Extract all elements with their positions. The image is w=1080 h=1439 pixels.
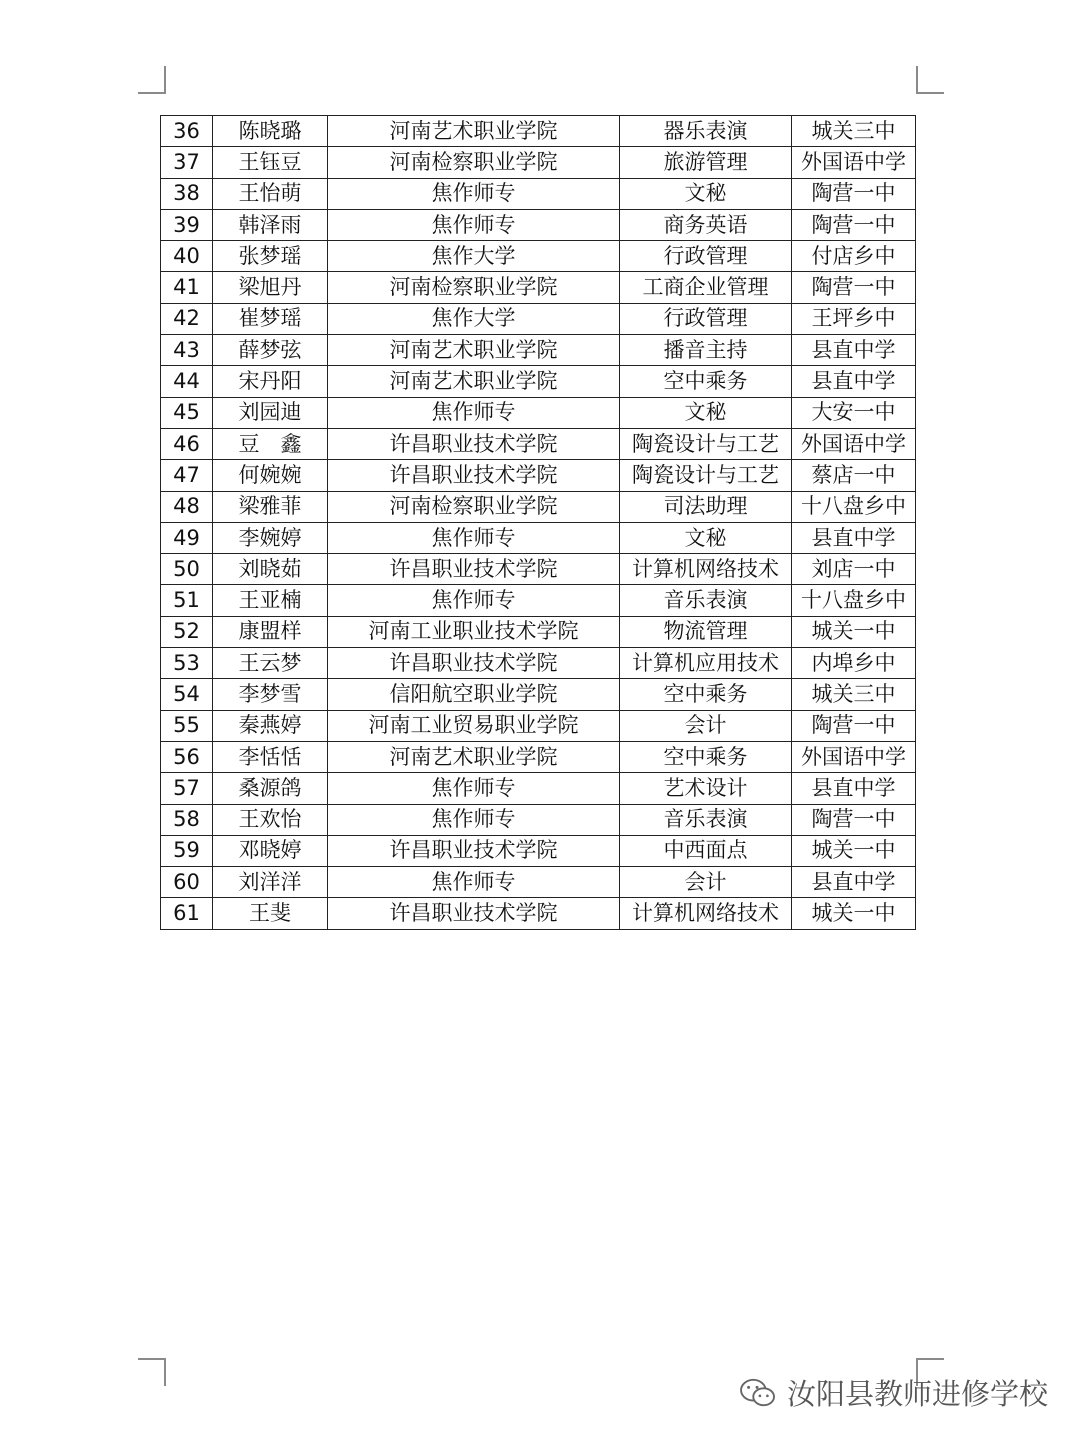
table-row bbox=[161, 835, 916, 866]
college-name-cell: 焦作师专 bbox=[328, 209, 620, 240]
major-name-cell: 会计 bbox=[620, 867, 792, 898]
school-name-cell: 外国语中学 bbox=[792, 428, 916, 459]
school-name-cell: 城关三中 bbox=[792, 679, 916, 710]
school-name-cell: 县直中学 bbox=[792, 867, 916, 898]
college-name-cell: 河南工业职业技术学院 bbox=[328, 616, 620, 647]
major-name-cell: 行政管理 bbox=[620, 303, 792, 334]
row-number-cell: 55 bbox=[161, 710, 213, 741]
major-name-cell: 播音主持 bbox=[620, 335, 792, 366]
school-name-cell: 外国语中学 bbox=[792, 147, 916, 178]
major-name-cell: 空中乘务 bbox=[620, 741, 792, 772]
school-name-cell: 城关一中 bbox=[792, 898, 916, 929]
college-name-cell: 河南艺术职业学院 bbox=[328, 366, 620, 397]
row-number-cell: 54 bbox=[161, 679, 213, 710]
major-name-cell: 工商企业管理 bbox=[620, 272, 792, 303]
student-name-cell: 秦燕婷 bbox=[213, 710, 328, 741]
college-name-cell: 河南艺术职业学院 bbox=[328, 335, 620, 366]
school-name-cell: 城关三中 bbox=[792, 116, 916, 147]
row-number-cell: 41 bbox=[161, 272, 213, 303]
student-name-cell: 王钰豆 bbox=[213, 147, 328, 178]
major-name-cell: 行政管理 bbox=[620, 241, 792, 272]
student-name-cell: 康盟样 bbox=[213, 616, 328, 647]
student-name-cell: 李梦雪 bbox=[213, 679, 328, 710]
student-name-cell: 宋丹阳 bbox=[213, 366, 328, 397]
student-name-cell: 陈晓璐 bbox=[213, 116, 328, 147]
table-row bbox=[161, 241, 916, 272]
table-row bbox=[161, 335, 916, 366]
student-name-cell: 李恬恬 bbox=[213, 741, 328, 772]
table-row bbox=[161, 428, 916, 459]
student-name-cell: 韩泽雨 bbox=[213, 209, 328, 240]
school-name-cell: 城关一中 bbox=[792, 835, 916, 866]
table-row bbox=[161, 178, 916, 209]
college-name-cell: 焦作大学 bbox=[328, 241, 620, 272]
major-name-cell: 旅游管理 bbox=[620, 147, 792, 178]
table-row bbox=[161, 366, 916, 397]
row-number-cell: 46 bbox=[161, 428, 213, 459]
major-name-cell: 陶瓷设计与工艺 bbox=[620, 428, 792, 459]
student-name-cell: 刘晓茹 bbox=[213, 554, 328, 585]
student-name-cell: 邓晓婷 bbox=[213, 835, 328, 866]
school-name-cell: 王坪乡中 bbox=[792, 303, 916, 334]
school-name-cell: 蔡店一中 bbox=[792, 460, 916, 491]
table-row bbox=[161, 522, 916, 553]
watermark-text: 汝阳县教师进修学校 bbox=[786, 1377, 1048, 1411]
college-name-cell: 河南艺术职业学院 bbox=[328, 116, 620, 147]
college-name-cell: 许昌职业技术学院 bbox=[328, 554, 620, 585]
college-name-cell: 焦作师专 bbox=[328, 867, 620, 898]
student-name-cell: 王怡萌 bbox=[213, 178, 328, 209]
major-name-cell: 计算机应用技术 bbox=[620, 648, 792, 679]
school-name-cell: 外国语中学 bbox=[792, 741, 916, 772]
school-name-cell: 内埠乡中 bbox=[792, 648, 916, 679]
major-name-cell: 文秘 bbox=[620, 522, 792, 553]
college-name-cell: 许昌职业技术学院 bbox=[328, 835, 620, 866]
major-name-cell: 会计 bbox=[620, 710, 792, 741]
table-row bbox=[161, 804, 916, 835]
major-name-cell: 艺术设计 bbox=[620, 773, 792, 804]
student-name-cell: 薛梦弦 bbox=[213, 335, 328, 366]
school-name-cell: 陶营一中 bbox=[792, 710, 916, 741]
student-name-cell: 桑源鸽 bbox=[213, 773, 328, 804]
table-row bbox=[161, 491, 916, 522]
college-name-cell: 河南检察职业学院 bbox=[328, 272, 620, 303]
row-number-cell: 40 bbox=[161, 241, 213, 272]
row-number-cell: 38 bbox=[161, 178, 213, 209]
college-name-cell: 河南工业贸易职业学院 bbox=[328, 710, 620, 741]
major-name-cell: 空中乘务 bbox=[620, 679, 792, 710]
row-number-cell: 45 bbox=[161, 397, 213, 428]
college-name-cell: 许昌职业技术学院 bbox=[328, 428, 620, 459]
student-name-cell: 王云梦 bbox=[213, 648, 328, 679]
student-roster-table bbox=[160, 115, 916, 930]
table-row bbox=[161, 741, 916, 772]
school-name-cell: 十八盘乡中 bbox=[792, 585, 916, 616]
row-number-cell: 57 bbox=[161, 773, 213, 804]
student-name-cell: 王亚楠 bbox=[213, 585, 328, 616]
major-name-cell: 计算机网络技术 bbox=[620, 554, 792, 585]
table-row bbox=[161, 460, 916, 491]
table-row bbox=[161, 679, 916, 710]
major-name-cell: 商务英语 bbox=[620, 209, 792, 240]
row-number-cell: 43 bbox=[161, 335, 213, 366]
college-name-cell: 焦作大学 bbox=[328, 303, 620, 334]
college-name-cell: 焦作师专 bbox=[328, 585, 620, 616]
row-number-cell: 58 bbox=[161, 804, 213, 835]
student-name-cell: 梁雅菲 bbox=[213, 491, 328, 522]
student-name-cell: 崔梦瑶 bbox=[213, 303, 328, 334]
table-row bbox=[161, 648, 916, 679]
table-row bbox=[161, 554, 916, 585]
row-number-cell: 44 bbox=[161, 366, 213, 397]
table-row bbox=[161, 867, 916, 898]
student-name-cell: 张梦瑶 bbox=[213, 241, 328, 272]
row-number-cell: 59 bbox=[161, 835, 213, 866]
table-row bbox=[161, 147, 916, 178]
student-name-cell: 豆 鑫 bbox=[213, 428, 328, 459]
school-name-cell: 陶营一中 bbox=[792, 804, 916, 835]
school-name-cell: 刘店一中 bbox=[792, 554, 916, 585]
row-number-cell: 37 bbox=[161, 147, 213, 178]
school-name-cell: 陶营一中 bbox=[792, 272, 916, 303]
college-name-cell: 许昌职业技术学院 bbox=[328, 460, 620, 491]
major-name-cell: 文秘 bbox=[620, 178, 792, 209]
college-name-cell: 焦作师专 bbox=[328, 773, 620, 804]
row-number-cell: 50 bbox=[161, 554, 213, 585]
table-row bbox=[161, 773, 916, 804]
page-corner-mark-bottom-left bbox=[138, 1358, 166, 1386]
table-row bbox=[161, 303, 916, 334]
major-name-cell: 司法助理 bbox=[620, 491, 792, 522]
table-row bbox=[161, 898, 916, 929]
school-name-cell: 大安一中 bbox=[792, 397, 916, 428]
college-name-cell: 焦作师专 bbox=[328, 178, 620, 209]
college-name-cell: 焦作师专 bbox=[328, 522, 620, 553]
college-name-cell: 焦作师专 bbox=[328, 804, 620, 835]
college-name-cell: 河南检察职业学院 bbox=[328, 147, 620, 178]
row-number-cell: 39 bbox=[161, 209, 213, 240]
table-row bbox=[161, 209, 916, 240]
school-name-cell: 县直中学 bbox=[792, 366, 916, 397]
student-name-cell: 王欢怡 bbox=[213, 804, 328, 835]
school-name-cell: 陶营一中 bbox=[792, 178, 916, 209]
major-name-cell: 陶瓷设计与工艺 bbox=[620, 460, 792, 491]
row-number-cell: 56 bbox=[161, 741, 213, 772]
table-row bbox=[161, 272, 916, 303]
college-name-cell: 焦作师专 bbox=[328, 397, 620, 428]
school-name-cell: 陶营一中 bbox=[792, 209, 916, 240]
major-name-cell: 音乐表演 bbox=[620, 585, 792, 616]
school-name-cell: 十八盘乡中 bbox=[792, 491, 916, 522]
major-name-cell: 中西面点 bbox=[620, 835, 792, 866]
row-number-cell: 49 bbox=[161, 522, 213, 553]
wechat-icon bbox=[739, 1377, 777, 1409]
major-name-cell: 物流管理 bbox=[620, 616, 792, 647]
student-name-cell: 梁旭丹 bbox=[213, 272, 328, 303]
college-name-cell: 河南艺术职业学院 bbox=[328, 741, 620, 772]
table-row bbox=[161, 397, 916, 428]
major-name-cell: 计算机网络技术 bbox=[620, 898, 792, 929]
row-number-cell: 51 bbox=[161, 585, 213, 616]
school-name-cell: 县直中学 bbox=[792, 773, 916, 804]
student-name-cell: 李婉婷 bbox=[213, 522, 328, 553]
college-name-cell: 信阳航空职业学院 bbox=[328, 679, 620, 710]
row-number-cell: 60 bbox=[161, 867, 213, 898]
table-row bbox=[161, 585, 916, 616]
major-name-cell: 文秘 bbox=[620, 397, 792, 428]
student-name-cell: 刘园迪 bbox=[213, 397, 328, 428]
row-number-cell: 61 bbox=[161, 898, 213, 929]
major-name-cell: 空中乘务 bbox=[620, 366, 792, 397]
school-name-cell: 付店乡中 bbox=[792, 241, 916, 272]
row-number-cell: 36 bbox=[161, 116, 213, 147]
table-row bbox=[161, 710, 916, 741]
watermark bbox=[739, 1372, 1048, 1413]
row-number-cell: 42 bbox=[161, 303, 213, 334]
college-name-cell: 许昌职业技术学院 bbox=[328, 648, 620, 679]
table-row bbox=[161, 116, 916, 147]
row-number-cell: 52 bbox=[161, 616, 213, 647]
student-name-cell: 王斐 bbox=[213, 898, 328, 929]
row-number-cell: 48 bbox=[161, 491, 213, 522]
page-corner-mark-top-right bbox=[916, 66, 944, 94]
row-number-cell: 47 bbox=[161, 460, 213, 491]
major-name-cell: 音乐表演 bbox=[620, 804, 792, 835]
college-name-cell: 许昌职业技术学院 bbox=[328, 898, 620, 929]
student-name-cell: 何婉婉 bbox=[213, 460, 328, 491]
page-corner-mark-top-left bbox=[138, 66, 166, 94]
school-name-cell: 县直中学 bbox=[792, 522, 916, 553]
roster-body bbox=[161, 116, 916, 930]
school-name-cell: 城关一中 bbox=[792, 616, 916, 647]
major-name-cell: 器乐表演 bbox=[620, 116, 792, 147]
row-number-cell: 53 bbox=[161, 648, 213, 679]
table-row bbox=[161, 616, 916, 647]
student-name-cell: 刘洋洋 bbox=[213, 867, 328, 898]
college-name-cell: 河南检察职业学院 bbox=[328, 491, 620, 522]
school-name-cell: 县直中学 bbox=[792, 335, 916, 366]
